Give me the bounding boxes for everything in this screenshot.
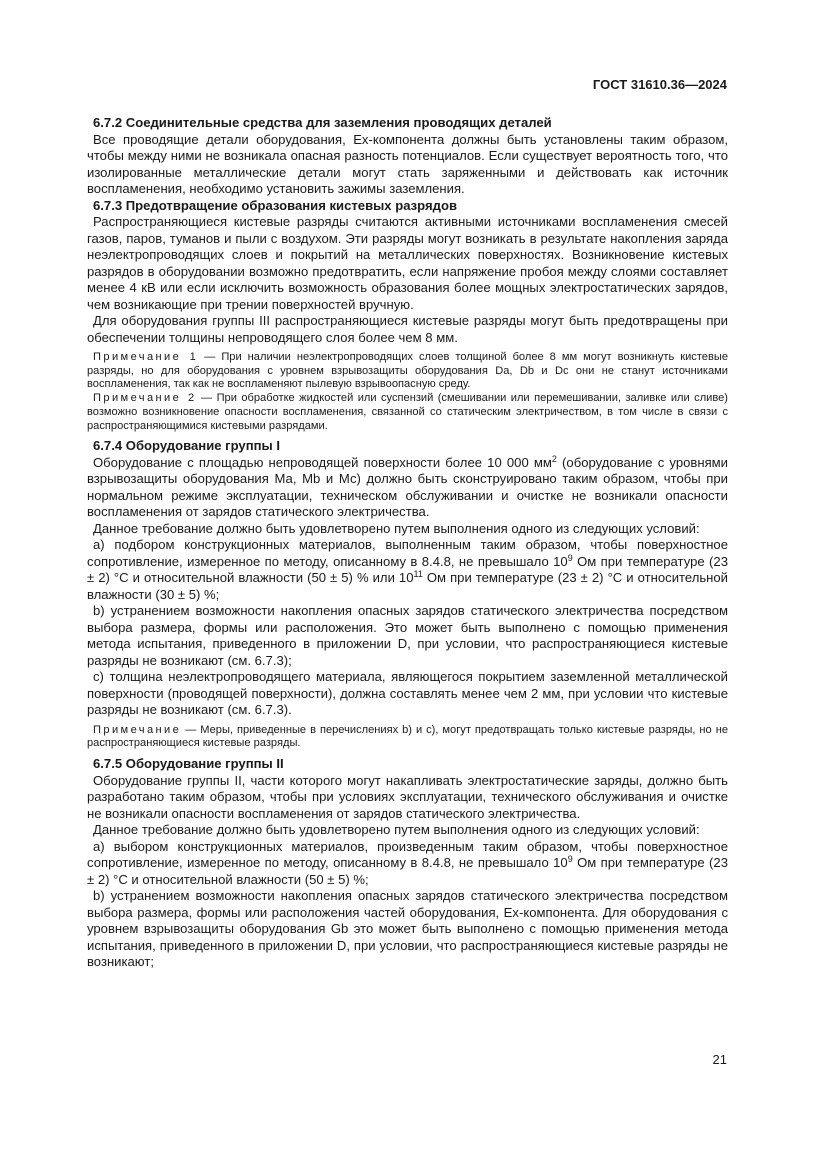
section-6-7-3-paragraph-1: Распространяющиеся кистевые разряды считаются активными источниками воспламенения смесей газов, паров, туманов и пыли с воздухом. Эти разряды могут возникать в результате накопления заряда неэлектропроводящих слоев и покрытий на металлических поверхностях. Возникновение кистевых разрядов в оборудовании возможно предотвратить, если напряжение пробоя между слоями составляет менее 4 кВ или если исключить возможность образования более мощных электростатических зарядов, чем возникающие при трении поверхностей вручную. bbox=[87, 214, 728, 312]
note-2 bbox=[87, 392, 728, 433]
note-1-label: Примечание 1 bbox=[93, 351, 199, 363]
note-6-7-4 bbox=[87, 724, 728, 751]
section-6-7-4-item-c: с) толщина неэлектропроводящего материала, являющегося покрытием заземленной металлической поверхности (проводящей поверхности), должна составлять менее чем 2 мм, при условии что кистевые разряды не возникают (см. 6.7.3). bbox=[87, 669, 728, 718]
section-6-7-4-item-a bbox=[87, 537, 728, 603]
note-1-text: — При наличии неэлектропроводящих слоев толщиной более 8 мм могут возникнуть кистевые разряды, но для оборудования с уровнем взрывозащиты оборудования Da, Db и Dc они не станут источниками воспламенения, так как не воспламеняют пылевую взрывоопасную среду. bbox=[87, 351, 729, 391]
section-6-7-4-title: 6.7.4 Оборудование группы I bbox=[93, 438, 280, 454]
note-2-text: — При обработке жидкостей или суспензий (смешивании или перемешивании, заливке или сливе) возможно возникновение опасности воспламенения, связанной со статическим электричеством, в том числе в связи с распространяющимися кистевыми разрядами. bbox=[87, 392, 729, 432]
section-6-7-4-paragraph-1 bbox=[87, 455, 728, 521]
text-run: (оборудование с уровнями взрывозащиты оборудования Ма, Mb и Мс) должно быть сконструировано таким образом, чтобы при нормальном режиме эксплуатации, техническом обслуживании и очистке не возникали опасности воспламенения от зарядов статического электричества. bbox=[87, 454, 728, 520]
text-run: Оборудование с площадью непроводящей поверхности более 10 000 мм bbox=[93, 454, 552, 470]
text-run: Ом при температуре (23 ± 2) °С и относительной влажности (50 ± 5) %; bbox=[87, 855, 728, 887]
superscript: 9 bbox=[567, 854, 573, 865]
section-6-7-5-paragraph-1: Оборудование группы II, части которого могут накапливать электростатические заряды, должно быть разработано таким образом, чтобы при условиях эксплуатации, технического обслуживания и очистке не возникали опасности воспламенения от зарядов статического электричества. bbox=[87, 772, 728, 821]
section-6-7-3-title: 6.7.3 Предотвращение образования кистевых разрядов bbox=[93, 197, 457, 213]
note-text: — Меры, приведенные в перечислениях b) и с), могут предотвращать только кистевые разряды, но не распространяющиеся кистевые разряды. bbox=[87, 723, 728, 750]
section-6-7-2-paragraph: Все проводящие детали оборудования, Ex-компонента должны быть установлены таким образом, чтобы между ними не возникала опасная разность потенциалов. Если существует вероятность того, что изолированные металлические детали могут стать заряженными и действовать как источник воспламенения, необходимо установить зажимы заземления. bbox=[87, 131, 728, 196]
note-2-label: Примечание 2 bbox=[93, 392, 197, 405]
text-run: Ом при температуре (23 ± 2) °С и относительной влажности (30 ± 5) %; bbox=[87, 570, 728, 602]
page-number: 21 bbox=[712, 1052, 727, 1067]
document-body bbox=[87, 115, 728, 971]
section-6-7-5-item-b: b) устранением возможности накопления опасных зарядов статического электричества посредством выбора размера, формы или расположения частей оборудования, Ex-компонента. Для оборудования с уровнем взрывозащиты оборудования Gb это может быть выполнено с помощью применения метода испытания, приведенного в приложении D, при условии, что распространяющиеся кистевые разряды не возникают; bbox=[87, 888, 728, 970]
section-6-7-5-paragraph-2: Данное требование должно быть удовлетворено путем выполнения одного из следующих условий: bbox=[93, 822, 700, 838]
section-6-7-5-item-a bbox=[87, 839, 728, 889]
superscript: 9 bbox=[567, 552, 573, 563]
note-1 bbox=[87, 351, 728, 392]
superscript: 2 bbox=[551, 453, 557, 464]
section-6-7-2-title: 6.7.2 Соединительные средства для заземления проводящих деталей bbox=[93, 115, 552, 130]
document-header: ГОСТ 31610.36—2024 bbox=[592, 77, 727, 92]
text-run: а) выбором конструкционных материалов, произведенным таким образом, чтобы поверхностное сопротивление, измеренное по методу, описанному в 8.4.8, не превышало 10 bbox=[87, 838, 728, 871]
superscript: 11 bbox=[413, 569, 423, 580]
section-6-7-4-item-b: b) устранением возможности накопления опасных зарядов статического электричества посредством выбора размера, формы или расположения. Это может быть выполнено с помощью применения метода испытания, приведенного в приложении D, при условии, что распространяющиеся кистевые разряды не возникают (см. 6.7.3); bbox=[87, 603, 728, 668]
note-label: Примечание bbox=[93, 723, 182, 736]
section-6-7-4-paragraph-2: Данное требование должно быть удовлетворено путем выполнения одного из следующих условий: bbox=[93, 520, 700, 536]
text-run: а) подбором конструкционных материалов, выполненным таким образом, чтобы поверхностное сопротивление, измеренное по методу, описанному в 8.4.8, не превышало 10 bbox=[87, 537, 728, 569]
section-6-7-5-title: 6.7.5 Оборудование группы II bbox=[93, 756, 284, 772]
text-run: Ом при температуре (23 ± 2) °С и относительной влажности (50 ± 5) % или 10 bbox=[87, 553, 728, 586]
section-6-7-3-paragraph-2: Для оборудования группы III распространяющиеся кистевые разряды могут быть предотвращены при обеспечении толщины непроводящего слоя более чем 8 мм. bbox=[87, 313, 728, 345]
